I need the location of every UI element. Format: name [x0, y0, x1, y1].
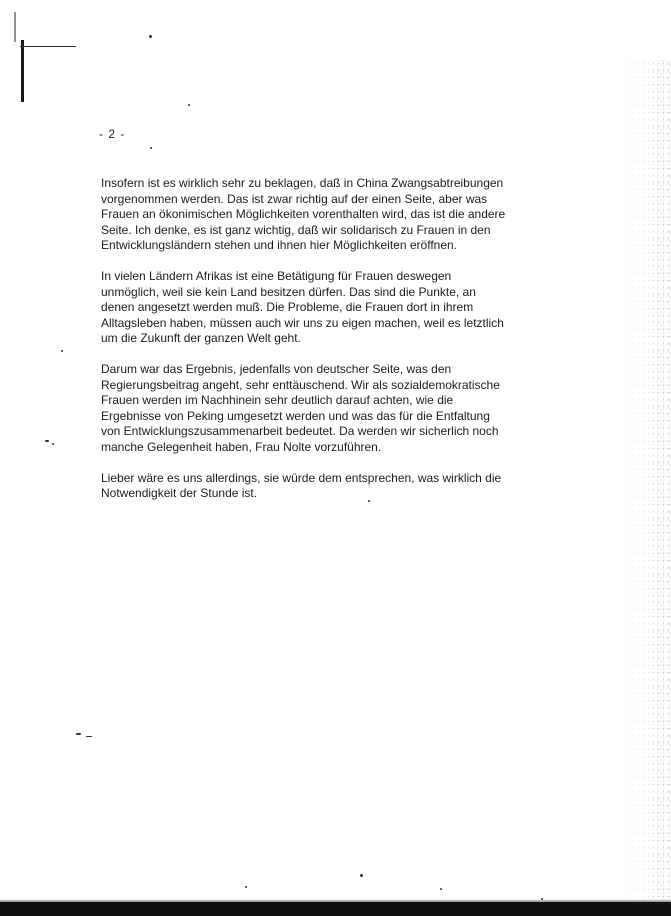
scan-speck [188, 104, 190, 106]
page-number: - 2 - [99, 127, 126, 141]
scan-speck [440, 888, 442, 890]
scan-artifact-right-edge [621, 60, 671, 900]
scan-artifact-left-bar [21, 40, 24, 102]
scan-speck [45, 440, 49, 442]
scan-speck [52, 443, 54, 445]
paragraph: Lieber wäre es uns allerdings, sie würde dem entsprechen, was wirklich die Notwendigkeit der Stunde ist. [101, 470, 502, 501]
scan-speck [150, 147, 152, 149]
paragraph: In vielen Ländern Afrikas ist eine Betätigung für Frauen deswegen unmöglich, weil sie kein Land besitzen dürfen. Das sind die Punkte, an denen angesetzt werden muß. Die Probleme, die Frauen dort in ihrem Alltagsleben haben, müssen auch wir uns zu eigen machen, weil es letztlich um die Zukunft der ganzen Welt geht. [101, 268, 504, 346]
scan-artifact-corner [14, 12, 28, 42]
paragraph: Darum war das Ergebnis, jedenfalls von deutscher Seite, was den Regierungsbeitrag angeht, sehr enttäuschend. Wir als sozialdemokratische Frauen werden im Nachhinein sehr deutlich darauf achten, wie die Ergebnisse von Peking umgesetzt werden und was das für die Entfaltung von Entwicklungszusammenarbeit bedeutet. Da werden wir sicherlich noch manche Gelegenheit haben, Frau Nolte vorzuführen. [101, 361, 500, 454]
scan-speck [61, 350, 63, 352]
scan-speck [541, 898, 543, 900]
scan-artifact-bottom-edge [0, 902, 671, 916]
scan-speck [360, 874, 363, 877]
paragraph: Insofern ist es wirklich sehr zu beklagen, daß in China Zwangsabtreibungen vorgenommen werden. Das ist zwar richtig auf der einen Seite, aber was Frauen an ökonimischen Möglichkeiten vorenthalten wird, das ist die andere Seite. Ich denke, es ist ganz wichtig, daß wir solidarisch zu Frauen in den Entwicklungsländern stehen und ihnen hier Möglichkeiten eröffnen. [101, 176, 506, 253]
scan-speck [86, 736, 92, 737]
scan-artifact-left-line [20, 46, 76, 47]
scan-speck [245, 886, 247, 888]
scan-speck [76, 733, 81, 735]
letter-body [101, 176, 531, 517]
scan-speck [149, 35, 152, 38]
